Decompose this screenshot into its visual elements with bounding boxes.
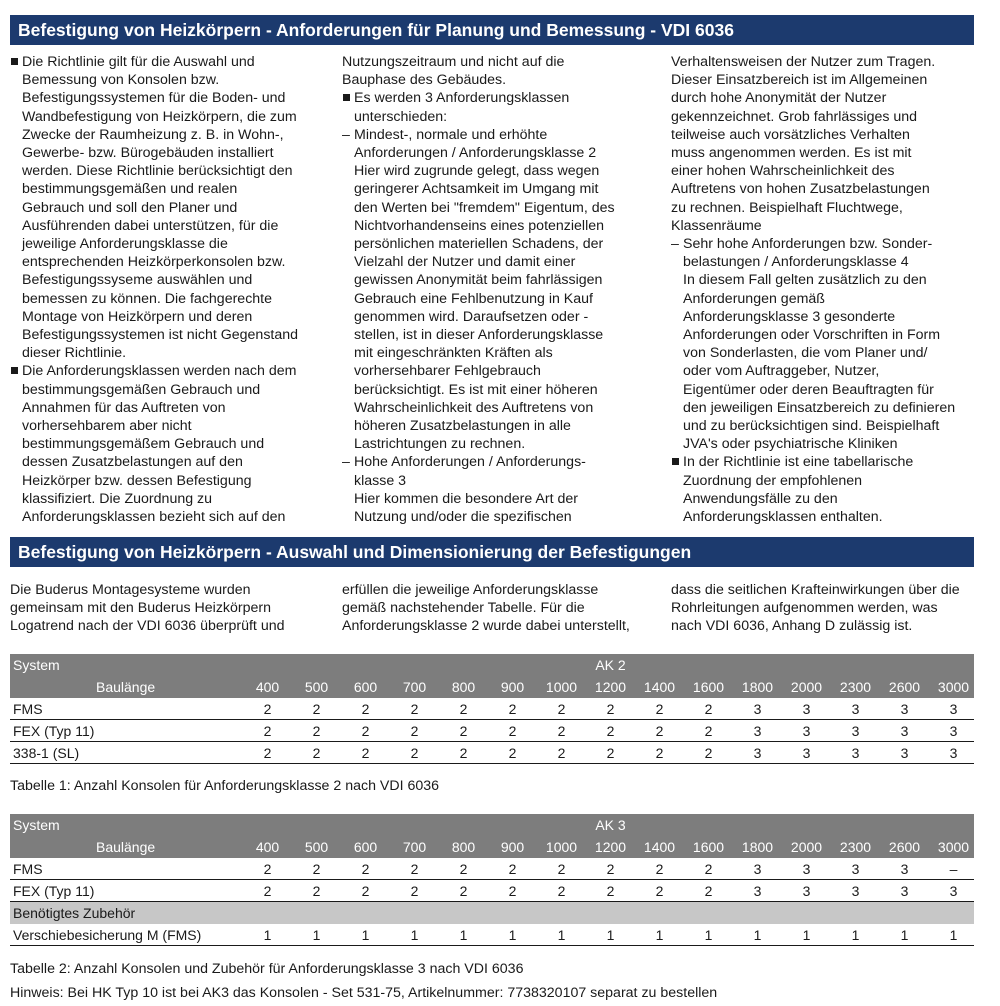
value-cell: 1 [851,927,860,943]
value-cell: 2 [263,723,272,739]
value-cell: 2 [508,883,517,899]
value-cell: 2 [655,745,664,761]
text-line: dass die seitlichen Krafteinwirkungen über die [671,582,960,598]
dash-item [342,453,662,526]
section-header-planning [10,15,974,45]
text-line: Es werden 3 Anforderungsklassen [354,90,570,107]
text-line: belastungen / Anforderungsklasse 4 [683,254,909,271]
bullet-item [342,89,662,125]
value-cell: 3 [949,883,958,899]
length-cell: 600 [353,679,378,695]
value-cell: 2 [557,861,566,877]
value-cell: 3 [949,701,958,717]
text-line: nach VDI 6036, Anhang D zulässig ist. [671,618,913,635]
text-line: Befestigungssyseme auswählen und [22,272,253,289]
value-cell: 2 [704,723,713,739]
length-cell: 3000 [937,839,970,855]
text-line: durch hohe Anonymität der Nutzer [671,90,887,107]
text-line: bestimmungsgemäßen Gebrauch und [22,381,261,398]
text-line: gemäß nachstehender Tabelle. Für die [342,600,585,617]
text-line: den Werten bei "fremdem" Eigentum, des [354,199,615,216]
text-line: Hier wird zugrunde gelegt, dass wegen [354,163,600,180]
value-cell: 2 [312,883,321,899]
text-line: Auftretens von hohen Zusatzbelastungen [671,181,930,198]
value-cell: 2 [557,883,566,899]
text-line: werden. Diese Richtlinie berücksichtigt den [22,163,293,180]
text-line: Gewerbe- bzw. Bürogebäuden installiert [22,145,274,162]
value-cell: 2 [508,861,517,877]
value-cell: 3 [753,883,762,899]
row-label: 338-1 (SL) [13,745,80,761]
length-cell: 700 [402,679,427,695]
text-line: erfüllen die jeweilige Anforderungsklasse [342,582,599,598]
value-cell: 2 [361,723,370,739]
text-line: entsprechenden Heizkörperkonsolen bzw. [22,254,286,271]
text-line: bemessen zu können. Die fachgerechte [22,290,273,307]
length-cell: 1200 [594,839,627,855]
text-line: persönlichen materiellen Schadens, der [354,236,604,253]
value-cell: 3 [802,745,811,761]
text-line: Logatrend nach der VDI 6036 überprüft und [10,618,285,635]
value-cell: 2 [655,723,664,739]
value-cell: 2 [704,745,713,761]
text-line: muss angenommen werden. Es ist mit [671,145,912,162]
table-header-row [10,654,974,676]
value-cell: 2 [361,745,370,761]
text-line: Befestigungssystemen für die Boden- und [22,90,286,107]
text-line: Annahmen für das Auftreten von [22,399,226,416]
length-header: Baulänge [96,839,156,855]
value-cell: 3 [949,723,958,739]
length-cell: 2300 [839,679,872,695]
value-cell: 3 [851,723,860,739]
table-header-row [10,814,974,836]
value-cell: 2 [361,861,370,877]
text-line: Die Buderus Montagesysteme wurden [10,582,251,598]
text-line: Bemessung von Konsolen bzw. [22,72,220,89]
text-line: genommen wird. Daraufsetzen oder - [354,308,589,325]
length-cell: 1800 [741,839,774,855]
value-cell: 2 [704,701,713,717]
value-cell: 3 [753,723,762,739]
text-line: teilweise auch vorsätzliches Verhalten [671,126,910,143]
text-line: zu rechnen. Beispielhaft Fluchtwege, [671,199,903,216]
value-cell: 3 [949,745,958,761]
value-cell: 3 [753,745,762,761]
value-cell: 3 [900,883,909,899]
text-line: Anforderungen oder Vorschriften in Form [683,327,941,344]
text-line: Dieser Einsatzbereich ist im Allgemeinen [671,72,928,89]
value-cell: 2 [312,745,321,761]
system-header: System [13,657,60,673]
table-caption-2: Tabelle 2: Anzahl Konsolen und Zubehör für Anforderungsklasse 3 nach VDI 6036 [10,961,524,977]
value-cell: 2 [410,861,419,877]
text-line: gewissen Anonymität beim fahrlässigen [354,272,603,289]
value-cell: 3 [900,701,909,717]
text-line: – Mindest-, normale und erhöhte [354,126,548,143]
table-header-row [10,676,974,698]
value-cell: 3 [851,745,860,761]
length-cell: 2600 [888,839,921,855]
text-line: vorhersehbarer Fehlgebrauch [354,363,541,380]
text-line: oder vom Auftraggeber, Nutzer, [683,363,880,380]
text-line: Wahrscheinlichkeit des Auftretens von [354,399,594,416]
value-cell: 3 [900,723,909,739]
text-line: den jeweiligen Einsatzbereich zu definieren [683,399,956,416]
value-cell: – [949,861,958,877]
value-cell: 2 [655,883,664,899]
text-line: – Hohe Anforderungen / Anforderungs- [354,454,586,471]
text-line: jeweilige Anforderungsklasse die [22,236,228,253]
row-label: FEX (Typ 11) [13,723,95,739]
value-cell: 2 [508,723,517,739]
text-line: höheren Zusatzbelastungen in alle [354,418,571,435]
value-cell: 2 [361,883,370,899]
value-cell: 1 [704,927,713,943]
value-cell: 3 [851,701,860,717]
text-line: Gebrauch eine Fehlbenutzung in Kauf [354,290,593,307]
length-cell: 1400 [643,839,676,855]
value-cell: 3 [851,883,860,899]
value-cell: 2 [606,701,615,717]
value-cell: 2 [263,701,272,717]
length-cell: 400 [255,839,280,855]
value-cell: 2 [459,861,468,877]
value-cell: 2 [263,861,272,877]
continued-text [671,53,989,235]
value-cell: 2 [263,883,272,899]
length-cell: 2600 [888,679,921,695]
value-cell: 2 [410,701,419,717]
class-header: AK 2 [595,657,626,673]
row-label: Verschiebesicherung M (FMS) [13,927,202,943]
length-cell: 500 [304,839,329,855]
text-line: gekennzeichnet. Grob fahrlässiges und [671,108,918,125]
length-cell: 3000 [937,679,970,695]
length-cell: 800 [451,679,476,695]
length-cell: 2300 [839,839,872,855]
text-line: Rohrleitungen aufgenommen werden, was [671,600,938,617]
value-cell: 1 [557,927,566,943]
value-cell: 2 [312,701,321,717]
value-cell: 1 [753,927,762,943]
text-line: bestimmungsgemäßen und realen [22,181,238,198]
value-cell: 2 [459,701,468,717]
text-line: Nutzung und/oder die spezifischen [354,509,572,526]
value-cell: 2 [704,861,713,877]
length-cell: 800 [451,839,476,855]
table-caption-1: Tabelle 1: Anzahl Konsolen für Anforderungsklasse 2 nach VDI 6036 [10,778,440,794]
text-line: von Sonderlasten, die vom Planer und/ [683,345,928,362]
text-line: klassifiziert. Die Zuordnung zu [22,490,213,507]
value-cell: 2 [312,723,321,739]
text-line: einer hohen Wahrscheinlichkeit des [671,163,895,180]
intro-column-3 [671,581,991,636]
length-cell: 700 [402,839,427,855]
value-cell: 2 [606,723,615,739]
text-line: Zuordnung der empfohlenen [683,472,863,489]
text-line: geringerer Achtsamkeit im Umgang mit [354,181,599,198]
length-cell: 1400 [643,679,676,695]
text-line: Eigentümer oder deren Beauftragten für [683,381,934,398]
value-cell: 2 [508,745,517,761]
text-line: dieser Richtlinie. [22,345,127,362]
text-line: und zu berücksichtigen sind. Beispielhaft [683,418,940,435]
length-cell: 1600 [692,679,725,695]
length-cell: 400 [255,679,280,695]
text-line: Ausführenden dabei unterstützen, für die [22,217,279,234]
value-cell: 2 [361,701,370,717]
value-cell: 1 [361,927,370,943]
text-line: dessen Zusatzbelastungen auf den [22,454,243,471]
dash-item [342,126,662,454]
continued-text [342,53,662,89]
length-cell: 900 [500,679,525,695]
value-cell: 1 [508,927,517,943]
length-cell: 1600 [692,839,725,855]
row-label: FEX (Typ 11) [13,883,95,899]
text-column-1 [10,53,330,526]
value-cell: 1 [655,927,664,943]
value-cell: 2 [557,723,566,739]
text-column-3 [671,53,989,526]
text-line: Heizkörper bzw. dessen Befestigung [22,472,252,489]
length-header: Baulänge [96,679,156,695]
value-cell: 3 [802,723,811,739]
table-header-row [10,836,974,858]
text-line: In diesem Fall gelten zusätzlich zu den [683,272,927,289]
length-cell: 1800 [741,679,774,695]
value-cell: 3 [802,861,811,877]
value-cell: 2 [704,883,713,899]
table-row [10,698,974,720]
value-cell: 2 [459,723,468,739]
length-cell: 2000 [790,839,823,855]
text-line: bestimmungsgemäßem Gebrauch und [22,436,265,453]
hint-note: Hinweis: Bei HK Typ 10 ist bei AK3 das Konsolen - Set 531-75, Artikelnummer: 7738320107 separat zu bestellen [10,985,718,1001]
section-title: Befestigung von Heizkörpern - Anforderungen für Planung und Bemessung - VDI 6036 [18,20,734,40]
bullet-item [671,453,989,526]
text-line: Vielzahl der Nutzer und damit einer [354,254,576,271]
value-cell: 3 [802,701,811,717]
length-cell: 1000 [545,679,578,695]
value-cell: 1 [459,927,468,943]
length-cell: 600 [353,839,378,855]
table-row [10,742,974,764]
bullet-item [10,53,330,362]
row-label: FMS [13,861,43,877]
value-cell: 1 [949,927,958,943]
text-line: Montage von Heizkörpern und deren [22,308,253,325]
value-cell: 2 [410,883,419,899]
value-cell: 3 [802,883,811,899]
bullet-item [10,362,330,526]
text-line: gemeinsam mit den Buderus Heizkörpern [10,600,272,617]
value-cell: 2 [508,701,517,717]
length-cell: 1200 [594,679,627,695]
intro-column-1 [10,581,330,636]
length-cell: 500 [304,679,329,695]
value-cell: 2 [263,745,272,761]
table-section-row [10,902,974,924]
value-cell: 2 [655,861,664,877]
text-line: Befestigungssystemen ist nicht Gegenstand [22,327,299,344]
value-cell: 3 [900,861,909,877]
text-line: Anforderungsklassen enthalten. [683,509,883,526]
text-line: – Sehr hohe Anforderungen bzw. Sonder- [683,236,933,253]
text-line: unterschieden: [354,108,448,125]
text-line: Anforderungsklasse 3 gesonderte [683,308,896,325]
value-cell: 1 [900,927,909,943]
section-label: Benötigtes Zubehör [13,905,136,921]
dash-item [671,235,989,453]
value-cell: 2 [606,861,615,877]
value-cell: 3 [851,861,860,877]
text-line: Verhaltensweisen der Nutzer zum Tragen. [671,54,936,70]
value-cell: 1 [410,927,419,943]
value-cell: 1 [802,927,811,943]
length-cell: 2000 [790,679,823,695]
value-cell: 2 [606,883,615,899]
value-cell: 1 [263,927,272,943]
row-label: FMS [13,701,43,717]
section-header-selection [10,537,974,567]
text-line: Anforderungsklassen bezieht sich auf den [22,509,286,526]
value-cell: 2 [655,701,664,717]
value-cell: 2 [557,701,566,717]
table-row [10,880,974,902]
value-cell: 2 [410,723,419,739]
value-cell: 2 [459,745,468,761]
text-line: Anforderungsklasse 2 wurde dabei unterstellt, [342,618,630,635]
table-row [10,858,974,880]
text-line: klasse 3 [354,472,407,489]
text-line: mit eingeschränkten Kräften als [354,345,553,362]
intro-column-2 [342,581,662,636]
table-ak3 [10,814,974,946]
text-column-2 [342,53,662,526]
length-cell: 900 [500,839,525,855]
length-cell: 1000 [545,839,578,855]
text-line: berücksichtigt. Es ist mit einer höheren [354,381,598,398]
text-line: Wandbefestigung von Heizkörpern, die zum [22,108,297,125]
value-cell: 2 [312,861,321,877]
table-row [10,720,974,742]
value-cell: 2 [606,745,615,761]
text-line: Zwecke der Raumheizung z. B. in Wohn-, [22,126,284,143]
value-cell: 2 [459,883,468,899]
value-cell: 3 [753,701,762,717]
text-line: Klassenräume [671,217,762,234]
text-line: Bauphase des Gebäudes. [342,72,507,89]
section-title: Befestigung von Heizkörpern - Auswahl und Dimensionierung der Befestigungen [18,542,692,562]
text-line: vorhersehbarem aber nicht [22,418,192,435]
value-cell: 3 [753,861,762,877]
text-line: Die Anforderungsklassen werden nach dem [22,363,297,380]
text-line: JVA's oder psychiatrische Kliniken [683,436,898,453]
value-cell: 2 [557,745,566,761]
value-cell: 1 [312,927,321,943]
class-header: AK 3 [595,817,626,833]
value-cell: 2 [410,745,419,761]
text-line: Hier kommen die besondere Art der [354,490,578,507]
text-line: Anforderungen gemäß [683,290,825,307]
table-ak2 [10,654,974,764]
system-header: System [13,817,60,833]
value-cell: 1 [606,927,615,943]
text-line: Lastrichtungen zu rechnen. [354,436,526,453]
text-line: Anforderungen / Anforderungsklasse 2 [354,145,597,162]
text-line: stellen, ist in dieser Anforderungsklasse [354,327,604,344]
text-line: Nichtvorhandenseins eines potenziellen [354,217,605,234]
text-line: Nutzungszeitraum und nicht auf die [342,54,565,70]
text-line: Anwendungsfälle zu den [683,490,838,507]
value-cell: 3 [900,745,909,761]
table-row [10,924,974,946]
text-line: In der Richtlinie ist eine tabellarische [683,454,914,471]
text-line: Gebrauch und soll den Planer und [22,199,238,216]
text-line: Die Richtlinie gilt für die Auswahl und [22,54,255,70]
